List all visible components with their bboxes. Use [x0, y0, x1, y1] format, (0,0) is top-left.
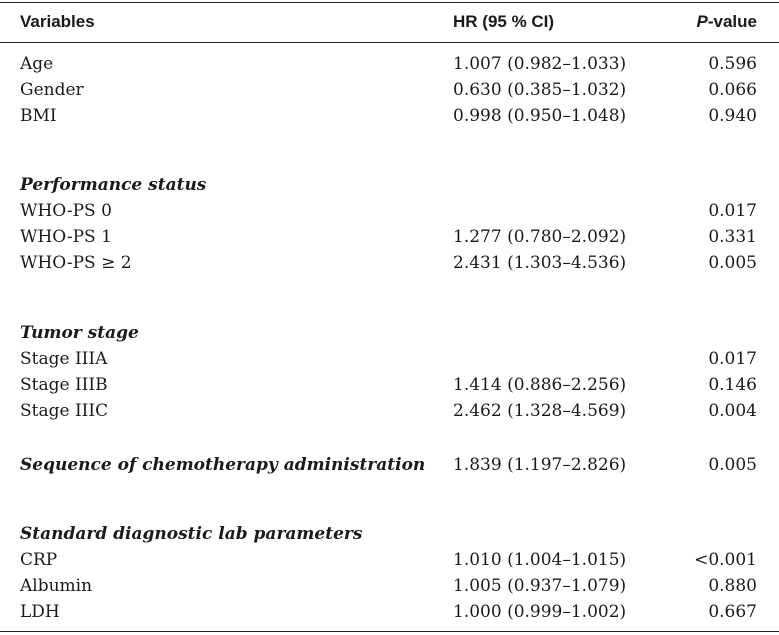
header-pvalue — [697, 12, 757, 32]
pvalue-cell: 0.331 — [708, 227, 757, 247]
hr-cell: 1.277 (0.780–2.092) — [453, 227, 627, 247]
variable-label: CRP — [20, 550, 58, 570]
pvalue-cell: 0.005 — [708, 455, 757, 475]
section-label: Tumor stage — [20, 323, 139, 343]
hr-cell: 2.431 (1.303–4.536) — [453, 253, 627, 273]
table-row — [0, 253, 779, 279]
pvalue-cell: 0.146 — [708, 375, 757, 395]
hr-cell: 2.462 (1.328–4.569) — [453, 401, 627, 421]
table-row — [0, 349, 779, 375]
table-row — [0, 375, 779, 401]
hr-cell: 0.998 (0.950–1.048) — [453, 106, 627, 126]
variable-label: WHO-PS ≥ 2 — [20, 253, 132, 273]
hr-cell: 1.000 (0.999–1.002) — [453, 602, 627, 622]
table-row — [0, 401, 779, 427]
hr-cell: 1.414 (0.886–2.256) — [453, 375, 627, 395]
variable-label: Stage IIIA — [20, 349, 108, 369]
section-row — [0, 175, 779, 201]
variable-label: BMI — [20, 106, 57, 126]
header-pvalue-rest: -value — [707, 12, 757, 31]
pvalue-cell: 0.017 — [708, 349, 757, 369]
header-variables: Variables — [20, 12, 95, 31]
pvalue-cell: 0.005 — [708, 253, 757, 273]
pvalue-cell: 0.596 — [708, 54, 757, 74]
pvalue-cell: 0.880 — [708, 576, 757, 596]
section-row — [0, 323, 779, 349]
variable-label: Gender — [20, 80, 84, 100]
hr-cell: 1.007 (0.982–1.033) — [453, 54, 627, 74]
section-label: Sequence of chemotherapy administration — [20, 455, 426, 475]
hr-cell: 0.630 (0.385–1.032) — [453, 80, 627, 100]
pvalue-cell: 0.667 — [708, 602, 757, 622]
table-row — [0, 602, 779, 628]
table-row — [0, 54, 779, 80]
table-row — [0, 227, 779, 253]
hr-cell: 1.005 (0.937–1.079) — [453, 576, 627, 596]
pvalue-cell: 0.940 — [708, 106, 757, 126]
table-top-rule — [0, 2, 779, 3]
section-row — [0, 524, 779, 550]
pvalue-cell: 0.004 — [708, 401, 757, 421]
table-row — [0, 576, 779, 602]
header-hr: HR (95 % CI) — [453, 12, 555, 31]
section-label: Performance status — [20, 175, 207, 195]
header-pvalue-italic: P — [696, 12, 708, 31]
table-bottom-rule — [0, 631, 779, 632]
variable-label: WHO-PS 1 — [20, 227, 112, 247]
table-row — [0, 106, 779, 132]
variable-label: LDH — [20, 602, 60, 622]
variable-label: WHO-PS 0 — [20, 201, 112, 221]
table-row — [0, 80, 779, 106]
section-label: Standard diagnostic lab parameters — [20, 524, 363, 544]
table-row — [0, 550, 779, 576]
variable-label: Albumin — [20, 576, 93, 596]
pvalue-cell: <0.001 — [694, 550, 757, 570]
variable-label: Stage IIIC — [20, 401, 109, 421]
pvalue-cell: 0.017 — [708, 201, 757, 221]
header-rule — [0, 42, 779, 43]
variable-label: Age — [20, 54, 54, 74]
variable-label: Stage IIIB — [20, 375, 108, 395]
section-row — [0, 455, 779, 481]
pvalue-cell: 0.066 — [708, 80, 757, 100]
table-row — [0, 201, 779, 227]
hr-cell: 1.010 (1.004–1.015) — [453, 550, 627, 570]
hr-cell: 1.839 (1.197–2.826) — [453, 455, 627, 475]
